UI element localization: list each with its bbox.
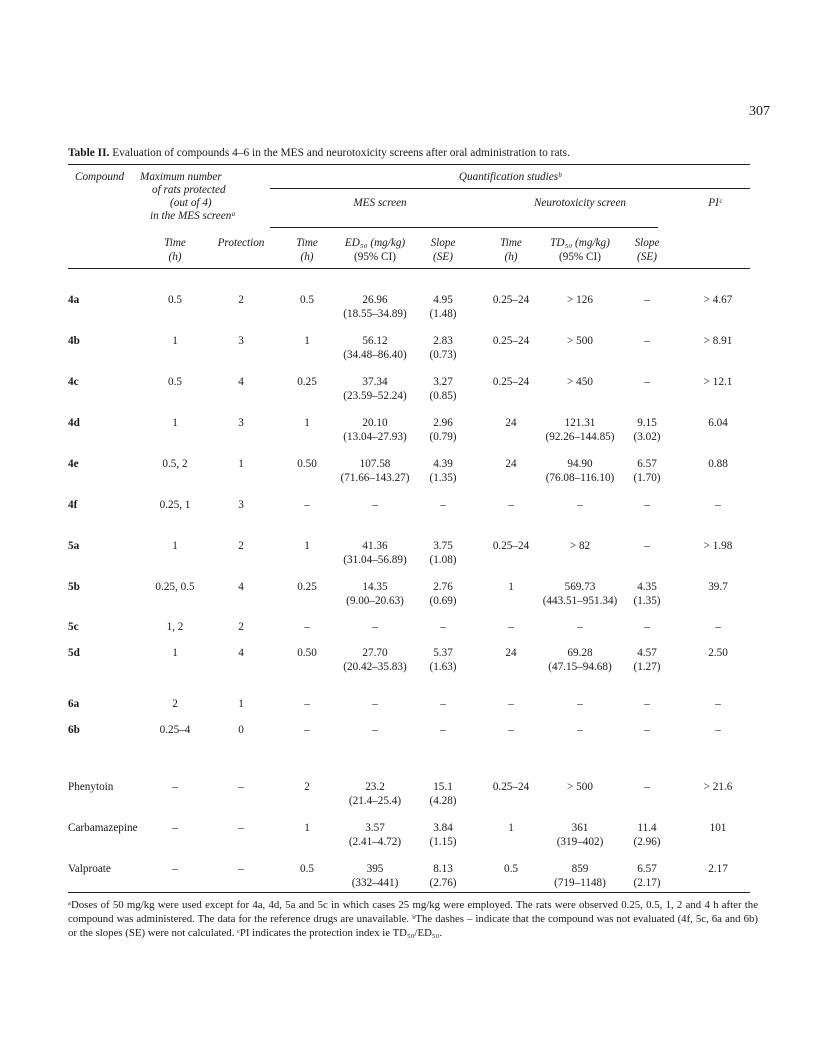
cell-protection: 4: [238, 581, 244, 593]
cell-td50-ci: (319–402): [556, 836, 604, 848]
cell-max-time: –: [172, 863, 178, 875]
cell-pi: > 1.98: [703, 540, 733, 552]
table-caption-text: Evaluation of compounds 4–6 in the MES and neurotoxicity screens after oral administration to rats.: [109, 147, 570, 159]
cell-mes-time: 1: [304, 540, 310, 552]
cell-protection: 1: [238, 458, 244, 470]
cell-neuro-slope: –: [644, 540, 650, 552]
cell-max-time: 1, 2: [166, 621, 184, 633]
cell-neuro-se: (1.70): [633, 472, 661, 484]
header-neuro-time-unit: (h): [504, 251, 518, 263]
cell-neuro-slope: 4.57: [637, 647, 657, 659]
cell-mes-time: –: [304, 724, 310, 736]
cell-protection: 2: [238, 294, 244, 306]
cell-mes-slope: –: [440, 724, 446, 736]
cell-ed50: 3.57: [365, 822, 385, 834]
cell-neuro-time: 0.5: [504, 863, 518, 875]
page-number: 307: [749, 104, 770, 119]
cell-compound: Valproate: [68, 863, 111, 875]
cell-mes-se: (1.08): [429, 554, 457, 566]
header-quantification: Quantification studiesᵇ: [458, 171, 562, 183]
cell-neuro-slope: –: [644, 376, 650, 388]
cell-mes-slope: –: [440, 499, 446, 511]
cell-neuro-time: 0.25–24: [492, 540, 530, 552]
cell-mes-slope: –: [440, 698, 446, 710]
cell-mes-slope: 15.1: [433, 781, 453, 793]
header-max-line1: Maximum number: [140, 171, 222, 183]
cell-compound: 4e: [68, 458, 79, 470]
cell-max-time: 1: [172, 540, 178, 552]
cell-neuro-time: –: [508, 621, 514, 633]
cell-max-time: –: [172, 781, 178, 793]
cell-td50: 569.73: [564, 581, 596, 593]
cell-mes-se: (1.48): [429, 308, 457, 320]
cell-ed50-ci: (2.41–4.72): [348, 836, 402, 848]
cell-mes-se: (0.79): [429, 431, 457, 443]
cell-protection: 1: [238, 698, 244, 710]
cell-neuro-time: 1: [508, 581, 514, 593]
cell-mes-time: 2: [304, 781, 310, 793]
cell-pi: > 12.1: [703, 376, 733, 388]
cell-ed50: 20.10: [362, 417, 388, 429]
cell-td50: 361: [571, 822, 589, 834]
cell-ed50-ci: (18.55–34.89): [343, 308, 407, 320]
cell-compound: 4f: [68, 499, 78, 511]
cell-neuro-slope: 6.57: [637, 458, 657, 470]
cell-td50: 94.90: [567, 458, 593, 470]
cell-neuro-slope: –: [644, 781, 650, 793]
cell-compound: 6a: [68, 698, 80, 710]
header-td50-ci: (95% CI): [559, 251, 601, 263]
footnote-b: ᵇThe dashes – indicate that the compound was not evaluated (4f, 5c, 6a and 6b) or the slopes (SE) were not calculated.: [68, 913, 758, 939]
cell-ed50-ci: (332–441): [351, 877, 399, 889]
cell-ed50-ci: (23.59–52.24): [343, 390, 407, 402]
cell-protection: 3: [238, 335, 244, 347]
header-ed50-ci: (95% CI): [354, 251, 396, 263]
cell-max-time: 1: [172, 417, 178, 429]
cell-neuro-se: (2.17): [633, 877, 661, 889]
cell-ed50: 26.96: [362, 294, 388, 306]
cell-neuro-time: 0.25–24: [492, 376, 530, 388]
cell-mes-se: (1.35): [429, 472, 457, 484]
cell-mes-slope: 8.13: [433, 863, 453, 875]
cell-compound: 5c: [68, 621, 79, 633]
cell-neuro-time: 0.25–24: [492, 335, 530, 347]
cell-td50-ci: (92.26–144.85): [545, 431, 615, 443]
cell-neuro-slope: –: [644, 294, 650, 306]
cell-td50: 859: [571, 863, 589, 875]
cell-td50: > 500: [567, 335, 593, 347]
cell-mes-time: –: [304, 621, 310, 633]
cell-neuro-se: (1.27): [633, 661, 661, 673]
cell-ed50-ci: (71.66–143.27): [340, 472, 410, 484]
cell-ed50: 107.58: [359, 458, 391, 470]
cell-td50: 69.28: [567, 647, 593, 659]
header-protection: Protection: [217, 237, 265, 249]
cell-pi: 39.7: [708, 581, 728, 593]
cell-ed50: –: [372, 499, 378, 511]
cell-mes-se: (1.15): [429, 836, 457, 848]
cell-pi: 2.17: [708, 863, 728, 875]
cell-mes-se: (4.28): [429, 795, 457, 807]
mes-rule: [270, 227, 480, 228]
header-neuro-slope: Slope: [634, 237, 660, 249]
header-pi: PIᶜ: [708, 197, 722, 209]
cell-pi: 0.88: [708, 458, 728, 470]
cell-mes-slope: 4.95: [433, 294, 453, 306]
cell-mes-time: 0.5: [300, 294, 314, 306]
cell-td50: 121.31: [564, 417, 596, 429]
cell-compound: Phenytoin: [68, 781, 114, 793]
cell-mes-slope: 2.83: [433, 335, 453, 347]
cell-td50-ci: (443.51–951.34): [542, 595, 618, 607]
cell-pi: 101: [709, 822, 727, 834]
cell-td50: –: [577, 698, 583, 710]
cell-mes-time: –: [304, 698, 310, 710]
cell-td50-ci: (76.08–116.10): [545, 472, 615, 484]
cell-max-time: 0.25, 1: [159, 499, 191, 511]
cell-td50: > 126: [567, 294, 593, 306]
cell-neuro-se: (3.02): [633, 431, 661, 443]
neuro-rule: [478, 227, 658, 228]
header-max-line4: in the MES screenᵃ: [150, 210, 236, 222]
cell-ed50: 14.35: [362, 581, 388, 593]
cell-mes-slope: 2.76: [433, 581, 453, 593]
cell-mes-time: 1: [304, 335, 310, 347]
cell-neuro-time: 24: [505, 417, 517, 429]
cell-pi: > 4.67: [703, 294, 733, 306]
cell-protection: 4: [238, 376, 244, 388]
cell-mes-slope: 2.96: [433, 417, 453, 429]
footnote-c: ᶜPI indicates the protection index ie TD₅₀/ED₅₀.: [234, 927, 443, 939]
cell-neuro-time: 1: [508, 822, 514, 834]
header-td50: TD₅₀ (mg/kg): [550, 237, 610, 249]
cell-mes-se: (0.73): [429, 349, 457, 361]
cell-ed50: –: [372, 724, 378, 736]
cell-compound: 6b: [68, 724, 80, 736]
cell-neuro-slope: 6.57: [637, 863, 657, 875]
cell-ed50: 41.36: [362, 540, 388, 552]
cell-compound: 4b: [68, 335, 80, 347]
cell-neuro-time: –: [508, 724, 514, 736]
cell-neuro-slope: –: [644, 335, 650, 347]
cell-mes-time: –: [304, 499, 310, 511]
header-max-line3: (out of 4): [170, 197, 212, 209]
header-bottom-rule: [68, 268, 750, 269]
cell-mes-slope: –: [440, 621, 446, 633]
cell-protection: 2: [238, 540, 244, 552]
cell-protection: –: [238, 781, 244, 793]
cell-td50-ci: (719–1148): [554, 877, 606, 889]
cell-neuro-slope: 11.4: [637, 822, 657, 834]
cell-td50: > 450: [567, 376, 593, 388]
cell-mes-time: 0.50: [297, 647, 317, 659]
header-mes-time: Time: [296, 237, 318, 249]
cell-pi: > 8.91: [703, 335, 733, 347]
header-mes-time-unit: (h): [300, 251, 314, 263]
cell-compound: 4a: [68, 294, 80, 306]
cell-compound: 5d: [68, 647, 80, 659]
cell-neuro-time: 24: [505, 458, 517, 470]
cell-td50: –: [577, 621, 583, 633]
table-top-rule: [68, 164, 750, 165]
cell-mes-time: 1: [304, 822, 310, 834]
header-neuro-se: (SE): [637, 251, 657, 263]
cell-neuro-se: (1.35): [633, 595, 661, 607]
cell-max-time: 0.25, 0.5: [155, 581, 195, 593]
cell-protection: 3: [238, 499, 244, 511]
cell-compound: Carbamazepine: [68, 822, 138, 834]
cell-max-time: –: [172, 822, 178, 834]
cell-neuro-time: –: [508, 499, 514, 511]
cell-ed50: 395: [366, 863, 384, 875]
cell-mes-se: (1.63): [429, 661, 457, 673]
cell-neuro-slope: –: [644, 621, 650, 633]
cell-max-time: 0.5: [168, 294, 182, 306]
header-mes-se: (SE): [433, 251, 453, 263]
cell-mes-time: 0.25: [297, 581, 317, 593]
cell-td50: > 82: [569, 540, 591, 552]
cell-mes-se: (0.85): [429, 390, 457, 402]
footnote-a: ᵃDoses of 50 mg/kg were used except for 4a, 4d, 5a and 5c in which cases 25 mg/kg were employed. The rats were observed 0.25, 0.5, 1, 2 and 4 h after the compound was administered. The data for the reference drugs are unavailable.: [68, 899, 758, 925]
table-label: Table II.: [68, 147, 110, 159]
cell-protection: –: [238, 822, 244, 834]
cell-ed50-ci: (31.04–56.89): [343, 554, 407, 566]
footnotes: [68, 898, 758, 940]
table-caption: [68, 147, 758, 159]
cell-neuro-slope: 4.35: [637, 581, 657, 593]
cell-neuro-slope: 9.15: [637, 417, 657, 429]
header-mes-slope: Slope: [430, 237, 456, 249]
cell-compound: 4c: [68, 376, 79, 388]
header-mes-screen: MES screen: [353, 197, 407, 209]
cell-neuro-time: 24: [505, 647, 517, 659]
cell-protection: 2: [238, 621, 244, 633]
header-max-line2: of rats protected: [152, 184, 226, 196]
cell-compound: 5a: [68, 540, 80, 552]
cell-max-time: 1: [172, 647, 178, 659]
cell-neuro-se: (2.96): [633, 836, 661, 848]
cell-mes-slope: 4.39: [433, 458, 453, 470]
cell-ed50: –: [372, 698, 378, 710]
cell-neuro-time: 0.25–24: [492, 294, 530, 306]
quant-rule: [270, 188, 750, 189]
cell-ed50-ci: (13.04–27.93): [343, 431, 407, 443]
cell-ed50: –: [372, 621, 378, 633]
cell-protection: 0: [238, 724, 244, 736]
header-neuro-time: Time: [500, 237, 522, 249]
cell-pi: 2.50: [708, 647, 728, 659]
cell-neuro-time: –: [508, 698, 514, 710]
cell-mes-slope: 3.84: [433, 822, 453, 834]
cell-neuro-slope: –: [644, 499, 650, 511]
cell-td50: –: [577, 724, 583, 736]
cell-ed50-ci: (20.42–35.83): [343, 661, 407, 673]
cell-td50: –: [577, 499, 583, 511]
cell-pi: > 21.6: [703, 781, 733, 793]
cell-neuro-slope: –: [644, 698, 650, 710]
cell-ed50: 27.70: [362, 647, 388, 659]
cell-mes-se: (0.69): [429, 595, 457, 607]
cell-ed50-ci: (21.4–25.4): [348, 795, 402, 807]
cell-max-time: 0.5, 2: [162, 458, 188, 470]
cell-protection: 3: [238, 417, 244, 429]
cell-mes-time: 0.50: [297, 458, 317, 470]
cell-ed50: 37.34: [362, 376, 388, 388]
cell-pi: –: [715, 724, 721, 736]
header-time-unit: (h): [168, 251, 182, 263]
header-compound: Compound: [75, 171, 125, 183]
cell-ed50-ci: (34.48–86.40): [343, 349, 407, 361]
cell-neuro-time: 0.25–24: [492, 781, 530, 793]
cell-compound: 4d: [68, 417, 80, 429]
table-bottom-rule: [68, 892, 750, 893]
cell-pi: –: [715, 499, 721, 511]
cell-mes-se: (2.76): [429, 877, 457, 889]
cell-mes-slope: 3.27: [433, 376, 453, 388]
cell-pi: 6.04: [708, 417, 728, 429]
cell-protection: 4: [238, 647, 244, 659]
cell-mes-slope: 5.37: [433, 647, 453, 659]
cell-pi: –: [715, 621, 721, 633]
header-time: Time: [164, 237, 186, 249]
header-ed50: ED₅₀ (mg/kg): [344, 237, 406, 249]
cell-protection: –: [238, 863, 244, 875]
cell-neuro-slope: –: [644, 724, 650, 736]
cell-ed50: 23.2: [365, 781, 385, 793]
cell-mes-time: 0.25: [297, 376, 317, 388]
cell-mes-slope: 3.75: [433, 540, 453, 552]
cell-max-time: 0.5: [168, 376, 182, 388]
cell-max-time: 0.25–4: [159, 724, 191, 736]
header-neuro-screen: Neurotoxicity screen: [533, 197, 627, 209]
cell-pi: –: [715, 698, 721, 710]
cell-max-time: 2: [172, 698, 178, 710]
cell-max-time: 1: [172, 335, 178, 347]
cell-compound: 5b: [68, 581, 80, 593]
cell-mes-time: 0.5: [300, 863, 314, 875]
cell-ed50: 56.12: [362, 335, 388, 347]
cell-ed50-ci: (9.00–20.63): [346, 595, 404, 607]
cell-td50: > 500: [567, 781, 593, 793]
cell-td50-ci: (47.15–94.68): [548, 661, 612, 673]
cell-mes-time: 1: [304, 417, 310, 429]
